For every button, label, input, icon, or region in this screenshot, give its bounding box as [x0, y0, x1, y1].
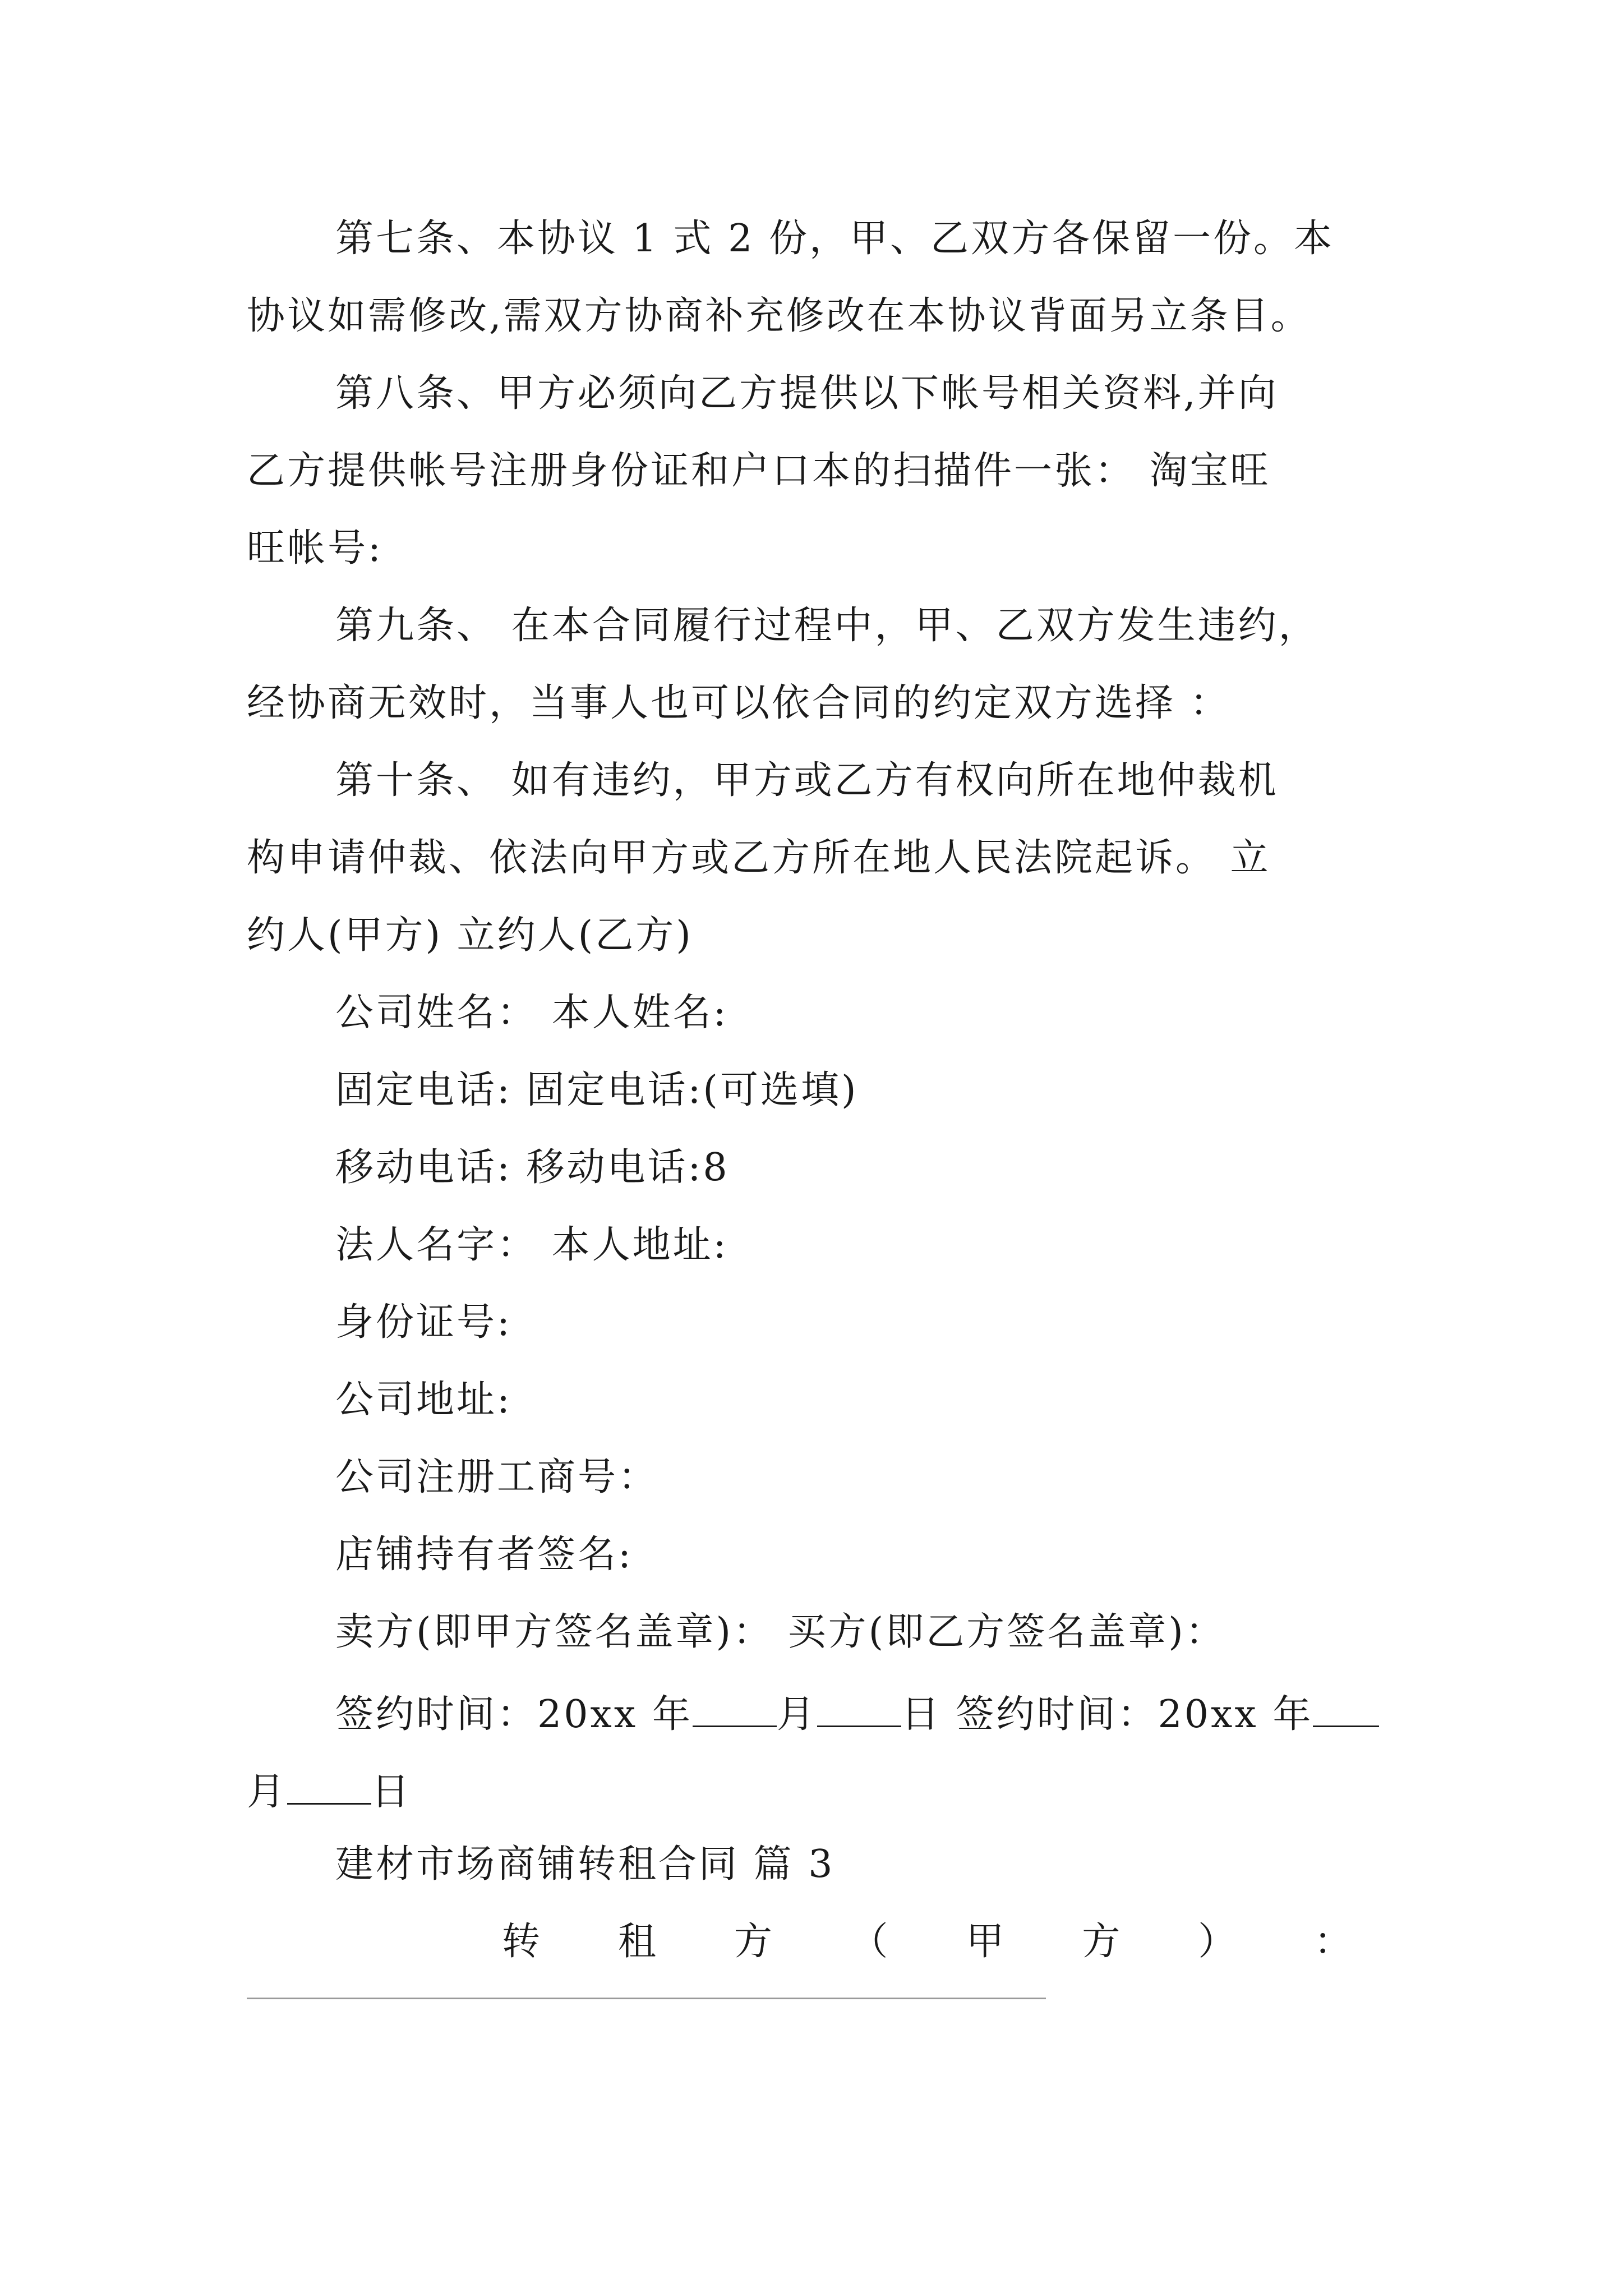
party-char: ） [1198, 1920, 1239, 1964]
party-char: 租 [617, 1920, 658, 1964]
clause-8-line-2: 乙方提供帐号注册身份证和户口本的扫描件一张： 淘宝旺 [247, 449, 1271, 493]
signing-date-line-cont [247, 1768, 412, 1814]
clause-9-line-2: 经协商无效时，当事人也可以依合同的约定双方选择 ： [247, 681, 1230, 725]
clause-7-line-1: 第七条、本协议 1 式 2 份，甲、乙双方各保留一份。本 [335, 217, 1334, 261]
party-char: ： [1313, 1920, 1354, 1964]
company-address-field: 公司地址: [335, 1378, 512, 1422]
shop-holder-signature-field: 店铺持有者签名: [335, 1533, 633, 1577]
company-name-field: 公司姓名： 本人姓名: [335, 991, 728, 1035]
signing-date-line [335, 1691, 1379, 1737]
month-label-b: 月 [247, 1770, 288, 1814]
party-char: 甲 [966, 1920, 1007, 1964]
business-registration-field: 公司注册工商号： [335, 1455, 659, 1499]
party-char: （ [850, 1920, 891, 1964]
party-char: 转 [502, 1920, 543, 1964]
landline-field: 固定电话: 固定电话:(可选填) [335, 1068, 859, 1112]
clause-9-line-1: 第九条、 在本合同履行过程中，甲、乙双方发生违约， [335, 604, 1319, 648]
day-blank-a [817, 1691, 901, 1727]
sublessor-party-a-line [502, 1920, 1354, 1964]
id-number-field: 身份证号: [335, 1300, 512, 1345]
day-label-b: 日 [371, 1770, 412, 1814]
seller-buyer-seal-field: 卖方(即甲方签名盖章)： 买方(即乙方签名盖章)： [335, 1610, 1226, 1654]
party-char: 方 [1082, 1920, 1123, 1964]
month-blank-a [693, 1691, 777, 1727]
party-char: 方 [734, 1920, 774, 1964]
clause-10-line-2: 构申请仲裁、依法向甲方或乙方所在地人民法院起诉。 立 [247, 836, 1271, 880]
section-title: 建材市场商铺转租合同 篇 3 [335, 1842, 835, 1887]
day-blank-b [287, 1768, 371, 1805]
clause-7-line-2: 协议如需修改,需双方协商补充修改在本协议背面另立条目。 [247, 294, 1311, 338]
signing-date-label-a: 签约时间：20xx 年 [335, 1692, 693, 1737]
mobile-field: 移动电话: 移动电话:8 [335, 1145, 730, 1190]
month-blank-b-start [1313, 1691, 1379, 1727]
clause-8-line-1: 第八条、甲方必须向乙方提供以下帐号相关资料,并向 [335, 371, 1279, 416]
day-label-a: 日 签约时间：20xx 年 [901, 1692, 1313, 1737]
clause-10-line-1: 第十条、 如有违约，甲方或乙方有权向所在地仲裁机 [335, 758, 1279, 803]
clause-10-line-3: 约人(甲方) 立约人(乙方) [247, 913, 693, 958]
clause-8-line-3: 旺帐号: [247, 526, 383, 570]
footnote-divider [247, 1998, 1046, 1999]
legal-person-field: 法人名字： 本人地址: [335, 1223, 728, 1267]
month-label-a: 月 [776, 1692, 817, 1737]
